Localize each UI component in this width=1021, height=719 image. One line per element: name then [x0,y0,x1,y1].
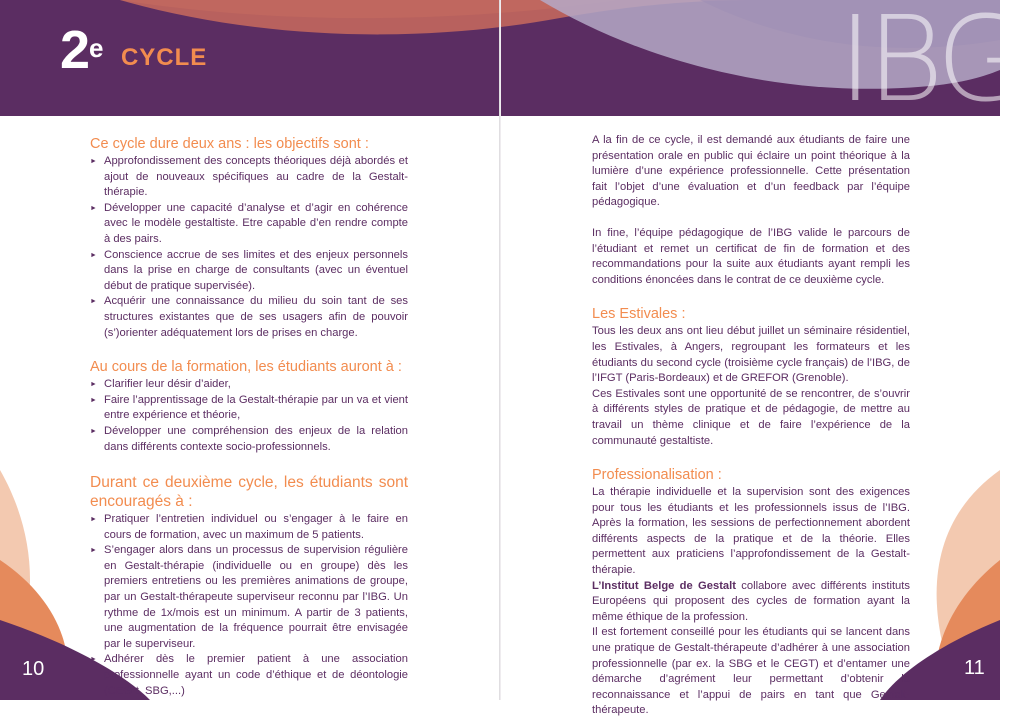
list-item: ► Faire l’apprentissage de la Gestalt-thérapie par un va et vient entre expérience et théorie, [90,393,408,424]
list-item: ► Pratiquer l’entretien individuel ou s’engager à le faire en cours de formation, avec un maximum de 5 patients. [90,512,408,543]
ibg-logo: IBG [838,0,1021,128]
list-item: ► Développer une capacité d’analyse et d’agir en cohérence avec le modèle gestaltiste. Etre capable d’en rendre compte à des pairs. [90,201,408,248]
paragraph-pro-2: L’Institut Belge de Gestalt collabore avec différents instituts Européens qui proposent des cycles de formation ayant la même éthique de la profession. [592,579,910,623]
paragraph-estivales-2: Ces Estivales sont une opportunité de se rencontrer, de s’ouvrir à différents styles de pratique et de pédagogie, de mettre au travail un thème clinique et de faire l’expérience de la communauté gestaltiste. [592,387,910,447]
page-number-right: 11 [964,657,985,679]
list-item: ► Acquérir une connaissance du milieu du soin tant de ses structures existantes que de ses usagers afin de pouvoir (s’)orienter adéquatement lors de prises en charge. [90,294,408,341]
section-heading-objectives: Ce cycle dure deux ans : les objectifs sont : [90,136,369,152]
institute-name: L’Institut Belge de Gestalt [592,579,736,592]
section-heading-estivales: Les Estivales : [592,306,686,323]
paragraph-pro-1: La thérapie individuelle et la supervision sont des exigences pour tous les étudiants et les professionnels issus de l’IBG. Après la formation, les sessions de perfectionnement abordent différents aspects de la pratique et de la théorie. Elles permettent aux praticiens l’approfondissement de la Gestalt-thérapie. [592,486,910,577]
paragraph-estivales-1: Tous les deux ans ont lieu début juillet un séminaire résidentiel, les Estivales, à Angers, regroupant les formateurs et les étudiants du second cycle (troisième cycle français) de l’IBG, de l’IFGT (Paris-Bordeaux) et de GREFOR (Grenoble). [592,325,910,385]
list-item: ► Adhérer dès le premier patient à une association professionnelle ayant un code d’éthique et de déontologie (CEG-t, SBG,...) [90,652,408,699]
cycle-word: CYCLE [120,44,208,71]
list-item: ► Conscience accrue de ses limites et des enjeux personnels dans la prise en charge de consultants (avec un éventuel début de pratique supervisée). [90,248,408,295]
page-title [60,20,207,80]
list-item: ► Développer une compréhension des enjeux de la relation dans différents contexte socio-professionnels. [90,424,408,455]
paragraph-presentation: A la fin de ce cycle, il est demandé aux étudiants de faire une présentation orale en public qui éclaire un point théorique à la lumière d’une expérience professionnelle. Cette présentation fait l’objet d’une évaluation et d’un feedback par l’équipe pédagogique. [592,134,910,209]
encouraged-list [90,512,408,699]
objectives-list [90,154,408,341]
section-heading-formation: Au cours de la formation, les étudiants auront à : [90,359,402,376]
page-number-left: 10 [22,658,45,680]
cycle-number: 2e [60,20,103,80]
list-item: ► Clarifier leur désir d’aider, [90,377,408,393]
list-item: ► S’engager alors dans un processus de supervision régulière en Gestalt-thérapie (individuelle ou en groupe) dès les premiers entretiens ou les premières animations de groupe, par un Gestalt-thérapeute superviseur reconnu par l’IBG. Un rythme de 1x/mois est un minimum. A partir de 3 patients, une augmentation de la fréquence pourrait être envisagée par le superviseur. [90,543,408,652]
paragraph-pro-3: Il est fortement conseillé pour les étudiants qui se lancent dans une pratique de Gestalt-thérapeute d’adhérer à une association professionnelle (par ex. la SBG et le CEGT) et d’entamer une démarche d’agrément leur permettant d’obtenir la reconnaissance et l’appui de pairs en tant que Gestalt-thérapeute. [592,626,910,717]
left-column [90,136,408,699]
list-item: ► Approfondissement des concepts théoriques déjà abordés et ajout de nouveaux spécifiques au cadre de la Gestalt-thérapie. [90,154,408,201]
section-heading-professionalisation: Professionalisation : [592,467,722,484]
paragraph-in-fine: In fine, l’équipe pédagogique de l’IBG valide le parcours de l’étudiant et remet un certificat de fin de formation et des recommandations pour la suite aux étudiants ayant rempli les conditions énoncées dans le contrat de ce deuxième cycle. [592,226,910,286]
section-heading-encouraged: Durant ce deuxième cycle, les étudiants sont encouragés à : [90,474,408,511]
cycle-sup: e [89,33,103,63]
formation-list [90,377,408,455]
right-column [592,133,910,719]
